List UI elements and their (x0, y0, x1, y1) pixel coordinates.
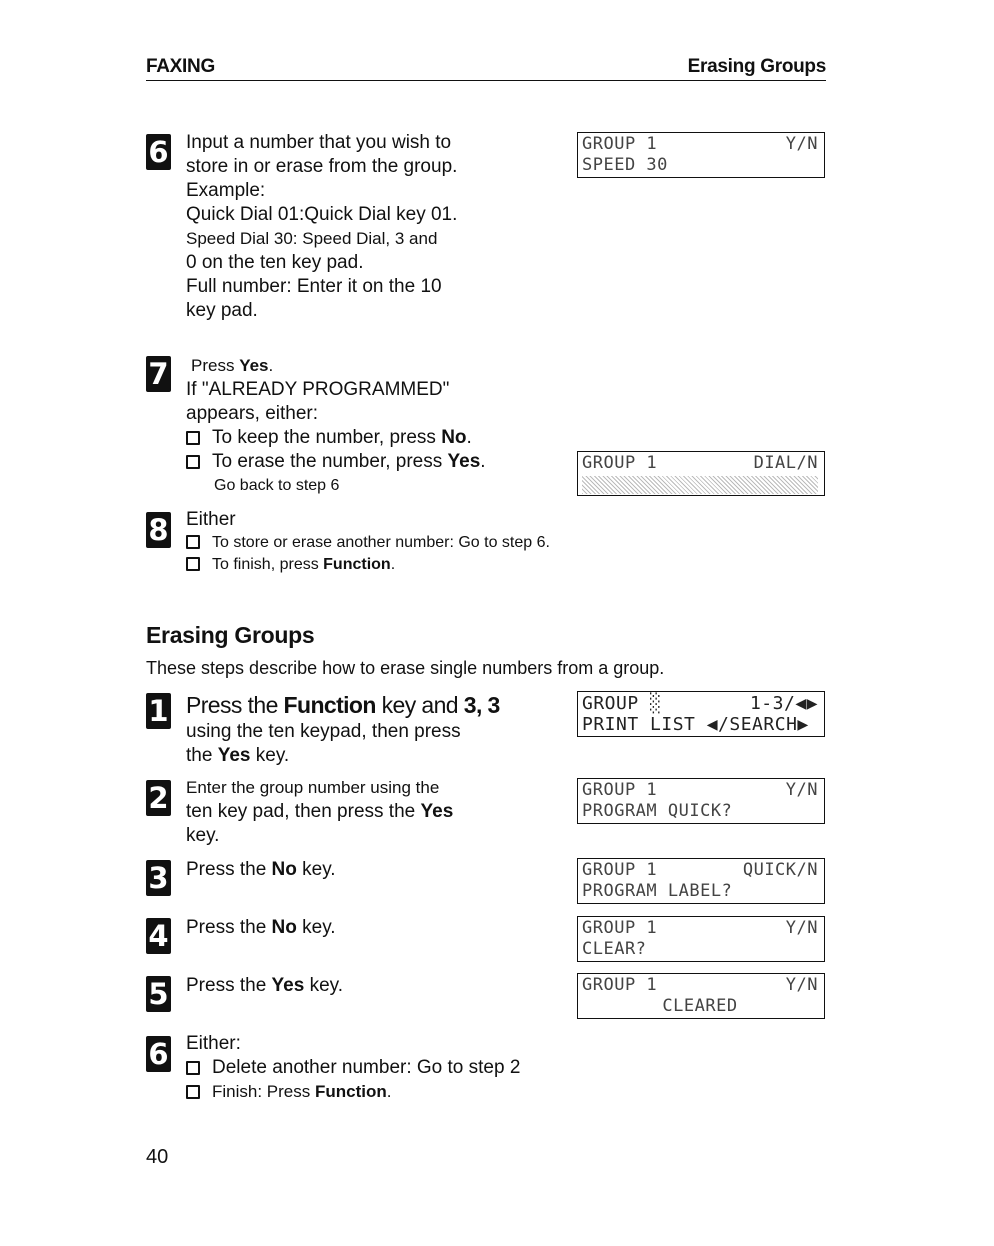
lcd-display (577, 858, 825, 904)
step-line: appears, either: (186, 403, 319, 424)
erase-step-4-text (186, 916, 336, 940)
step-line: key pad. (186, 300, 258, 321)
step-line: Quick Dial 01:Quick Dial key 01. (186, 204, 458, 225)
checkbox-bullet-icon (186, 535, 200, 549)
section-title: Erasing Groups (146, 622, 315, 648)
erase-step-5-text (186, 974, 343, 998)
lcd-text: GROUP ░ (582, 693, 662, 714)
step-number-badge: 6 (146, 134, 171, 170)
step-line: Either (186, 509, 236, 530)
step-line: Press the No key. (186, 917, 336, 938)
step-line: Input a number that you wish to (186, 132, 452, 153)
erase-step-6-text (186, 1032, 520, 1104)
checkbox-bullet-icon (186, 1085, 200, 1099)
lcd-text: DIAL/N (753, 453, 818, 473)
step-number-badge: 2 (146, 780, 171, 816)
step-line: store in or erase from the group. (186, 156, 458, 177)
lcd-text: Y/N (785, 134, 818, 154)
step-number-badge: 1 (146, 693, 171, 729)
section-intro: These steps describe how to erase single numbers from a group. (146, 658, 665, 678)
checkbox-bullet-icon (186, 1061, 200, 1075)
lcd-display (577, 778, 825, 824)
step-line: 0 on the ten key pad. (186, 252, 364, 273)
running-header-title: Erasing Groups (687, 56, 826, 77)
step-line: Either: (186, 1033, 241, 1054)
option-line: Delete another number: Go to step 2 (186, 1056, 520, 1080)
step-number-badge: 4 (146, 918, 171, 954)
checkbox-bullet-icon (186, 431, 200, 445)
step-line: Press the Yes key. (186, 975, 344, 996)
lcd-text: Y/N (785, 780, 818, 800)
lcd-text: PROGRAM QUICK? (582, 801, 733, 821)
lcd-shaded-row (582, 476, 818, 494)
lcd-text: GROUP 1 (582, 860, 658, 880)
lcd-text: GROUP 1 (582, 134, 658, 154)
lcd-display (577, 916, 825, 962)
step-line: If "ALREADY PROGRAMMED" (186, 379, 450, 400)
option-line: To erase the number, press Yes. (186, 450, 486, 474)
option-line: To store or erase another number: Go to step 6. (186, 532, 550, 554)
step-6-text (186, 131, 457, 323)
option-line: To finish, press Function. (186, 554, 550, 576)
step-8-text (186, 508, 550, 576)
erase-step-2-text (186, 776, 453, 848)
erase-step-3-text (186, 858, 336, 882)
option-subline: Go back to step 6 (214, 477, 340, 494)
step-line: Full number: Enter it on the 10 (186, 276, 442, 297)
erase-step-1-text (186, 690, 500, 768)
lcd-text: GROUP 1 (582, 975, 658, 995)
lcd-text: CLEAR? (582, 939, 647, 959)
option-line: Finish: Press Function. (186, 1080, 520, 1104)
step-line: Press Yes. (191, 356, 274, 375)
lcd-text: Y/N (785, 918, 818, 938)
lcd-text: PRINT LIST ◀/SEARCH▶ (582, 714, 809, 735)
lcd-display (577, 451, 825, 496)
checkbox-bullet-icon (186, 455, 200, 469)
step-line: Press the No key. (186, 859, 336, 880)
step-number-badge: 7 (146, 356, 171, 392)
lcd-text: Y/N (785, 975, 818, 995)
lcd-text: PROGRAM LABEL? (582, 881, 733, 901)
page-number: 40 (146, 1146, 169, 1168)
option-line: To keep the number, press No. (186, 426, 486, 450)
step-line: Example: (186, 180, 266, 201)
step-number-badge: 8 (146, 512, 171, 548)
step-line: Speed Dial 30: Speed Dial, 3 and (186, 229, 438, 248)
lcd-text: CLEARED (662, 996, 738, 1016)
checkbox-bullet-icon (186, 557, 200, 571)
step-number-badge: 3 (146, 860, 171, 896)
step-7-text (186, 354, 486, 498)
lcd-display (577, 691, 825, 737)
step-line: ten key pad, then press the Yes (186, 801, 454, 822)
header-rule (146, 80, 826, 81)
lcd-display (577, 973, 825, 1019)
step-line: the Yes key. (186, 745, 290, 766)
step-line: Press the Function key and 3, 3 (186, 692, 500, 718)
step-number-badge: 6 (146, 1036, 171, 1072)
step-line: Enter the group number using the (186, 778, 440, 797)
lcd-text: GROUP 1 (582, 780, 658, 800)
step-line: key. (186, 825, 220, 846)
step-line: using the ten keypad, then press (186, 721, 461, 742)
lcd-text: QUICK/N (742, 860, 818, 880)
lcd-text: GROUP 1 (582, 453, 658, 473)
running-header-section: FAXING (146, 56, 215, 77)
lcd-text: GROUP 1 (582, 918, 658, 938)
lcd-text: SPEED 30 (582, 155, 668, 175)
lcd-display (577, 132, 825, 178)
lcd-text: 1-3/◀▶ (749, 693, 818, 714)
step-number-badge: 5 (146, 976, 171, 1012)
